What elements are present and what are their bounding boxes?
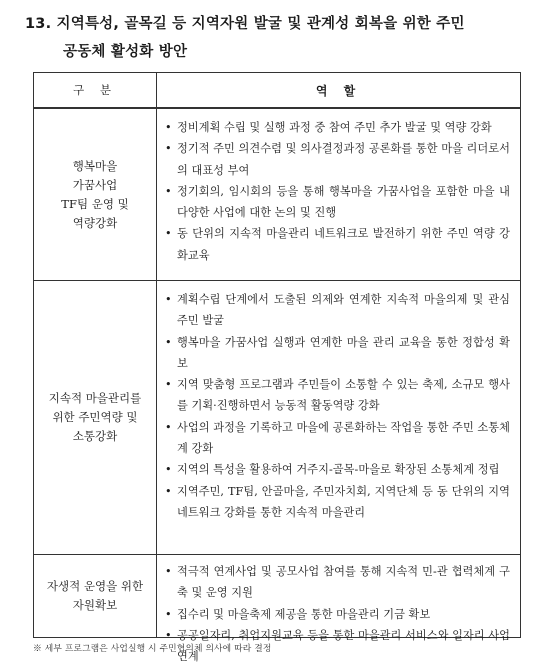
list-item: • 행복마을 가꿈사업 실행과 연계한 마을 관리 교육을 통한 정합성 확보	[165, 332, 510, 375]
list-item: • 공공일자리, 취업지원교육 등을 통한 마을관리 서비스와 일자리 사업 연계	[165, 625, 510, 667]
list-item: • 정기적 주민 의견수렴 및 의사결정과정 공론화를 통한 마을 리더로서의 대표성 부여	[165, 138, 510, 181]
list-item: • 정기회의, 임시회의 등을 통해 행복마을 가꿈사업을 포함한 마을 내 다양한 사업에 대한 논의 및 진행	[165, 181, 510, 224]
list-item: • 지역의 특성을 활용하여 거주지-골목-마을로 확장된 소통체계 정립	[165, 459, 510, 480]
list-item: • 지역주민, TF팀, 안골마을, 주민자치회, 지역단체 등 동 단위의 지역네트워크 강화를 통한 지속적 마을관리	[165, 481, 510, 524]
header-category: 구 분	[34, 73, 157, 107]
table-row	[34, 109, 520, 281]
list-item: • 정비계획 수립 및 실행 과정 중 참여 주민 추가 발굴 및 역량 강화	[165, 117, 510, 138]
row-category: 행복마을 가꿈사업 TF팀 운영 및 역량강화	[34, 109, 157, 280]
table-header-row	[34, 73, 520, 109]
list-item: • 집수리 및 마을축제 제공을 통한 마을관리 기금 확보	[165, 604, 510, 625]
header-role: 역 할	[315, 83, 362, 98]
list-item: • 동 단위의 지속적 마을관리 네트워크로 발전하기 위한 주민 역량 강화교육	[165, 223, 510, 266]
table-row	[34, 281, 520, 555]
role-list	[157, 109, 520, 266]
footnote: ※ 세부 프로그램은 사업실행 시 주민협의체 의사에 따라 결정	[33, 644, 272, 654]
row-category: 자생적 운영을 위한 자원확보	[34, 555, 157, 637]
heading-line-2: 공동체 활성화 방안	[63, 44, 188, 60]
row-category: 지속적 마을관리를 위한 주민역량 및 소통강화	[34, 281, 157, 554]
section-heading	[25, 10, 525, 66]
heading-line-1: 13. 지역특성, 골목길 등 지역자원 발굴 및 관계성 회복을 위한 주민	[25, 16, 465, 32]
list-item: • 적극적 연계사업 및 공모사업 참여를 통해 지속적 민-관 협력체계 구축 및 운영 지원	[165, 561, 510, 604]
list-item: • 지역 맞춤형 프로그램과 주민들이 소통할 수 있는 축제, 소규모 행사를 기획·진행하면서 능동적 활동역량 강화	[165, 374, 510, 417]
list-item: • 계획수립 단계에서 도출된 의제와 연계한 지속적 마을의제 및 관심 주민 발굴	[165, 289, 510, 332]
role-list	[157, 281, 520, 523]
list-item: • 사업의 과정을 기록하고 마을에 공론화하는 작업을 통한 주민 소통체계 강화	[165, 417, 510, 460]
